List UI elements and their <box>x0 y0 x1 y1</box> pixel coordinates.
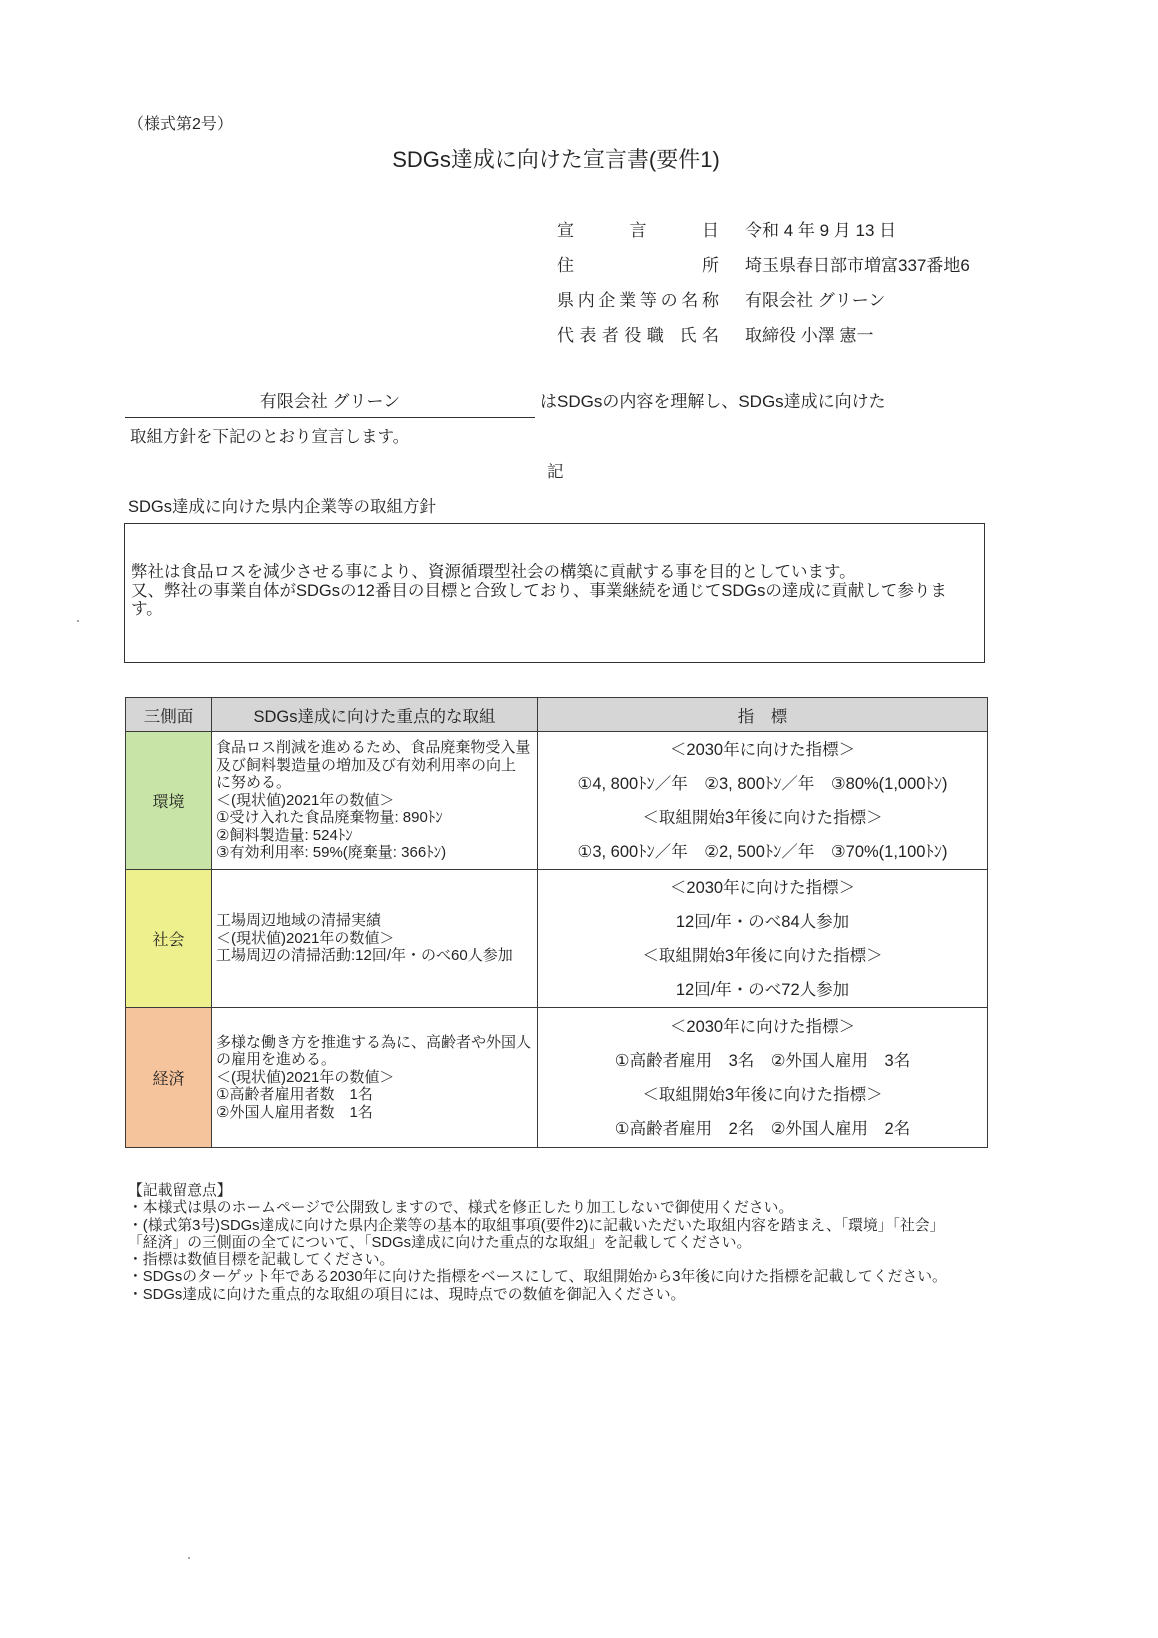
representative-label: 代表者役職 氏名 <box>557 326 719 345</box>
company-name-value: 有限会社 グリーン <box>745 291 886 310</box>
aspect-economy: 経済 <box>126 1008 212 1148</box>
address-label: 住 所 <box>557 256 719 275</box>
representative-row <box>557 316 970 351</box>
effort-line: に努める。 <box>216 774 292 792</box>
policy-heading: SDGs達成に向けた県内企業等の取組方針 <box>128 498 437 516</box>
indicator-value-3-years: ①高齢者雇用 2名 ②外国人雇用 2名 <box>614 1119 911 1138</box>
indicator-heading-3-years: ＜取組開始3年後に向けた指標＞ <box>642 808 883 827</box>
indicator-heading-2030: ＜2030年に向けた指標＞ <box>669 740 856 759</box>
aspect-environment: 環境 <box>126 732 212 870</box>
indicator-value-2030: 12回/年・のべ84人参加 <box>675 912 850 931</box>
declaration-statement <box>125 390 886 418</box>
table-header-row <box>126 698 988 732</box>
header-priority-efforts: SDGs達成に向けた重点的な取組 <box>212 698 538 732</box>
effort-line: ②飼料製造量: 524ﾄﾝ <box>216 826 353 844</box>
declarant-info <box>557 211 970 351</box>
efforts-society <box>212 870 538 1008</box>
note-line: ・(様式第3号)SDGs達成に向けた県内企業等の基本的取組事項(要件2)に記載いただいた取組内容を踏まえ、「環境」「社会」 <box>128 1217 945 1234</box>
effort-line: ＜(現状値)2021年の数値＞ <box>216 1068 395 1086</box>
form-number: （様式第2号） <box>128 116 233 133</box>
company-name-row <box>557 281 970 316</box>
policy-line: す。 <box>131 600 163 618</box>
efforts-economy <box>212 1008 538 1148</box>
indicators-environment <box>538 732 988 870</box>
notes-section <box>128 1183 947 1304</box>
address-row <box>557 246 970 281</box>
indicators-economy <box>538 1008 988 1148</box>
address-value: 埼玉県春日部市増富337番地6 <box>745 256 970 275</box>
effort-line: 工場周辺地域の清掃実績 <box>216 912 382 930</box>
effort-line: 食品ロス削減を進めるため、食品廃棄物受入量 <box>216 739 531 757</box>
note-line: 「経済」の三側面の全てについて、「SDGs達成に向けた重点的な取組」を記載してください。 <box>128 1234 752 1251</box>
representative-value: 取締役 小澤 憲一 <box>745 326 874 345</box>
indicator-value-2030: ①高齢者雇用 3名 ②外国人雇用 3名 <box>614 1051 911 1070</box>
company-name-label: 県内企業等の名称 <box>557 291 719 310</box>
table-row-society <box>126 870 988 1008</box>
declaration-date-value: 令和 4 年 9 月 13 日 <box>745 221 897 240</box>
indicator-heading-2030: ＜2030年に向けた指標＞ <box>669 878 856 897</box>
header-indicators: 指 標 <box>538 698 988 732</box>
indicator-value-2030: ①4, 800ﾄﾝ／年 ②3, 800ﾄﾝ／年 ③80%(1,000ﾄﾝ) <box>577 774 948 793</box>
efforts-environment <box>212 732 538 870</box>
statement-company-underlined: 有限会社 グリーン <box>125 390 535 418</box>
indicator-heading-2030: ＜2030年に向けた指標＞ <box>669 1017 856 1036</box>
statement-text-line1: はSDGsの内容を理解し、SDGs達成に向けた <box>540 392 886 411</box>
policy-line: 弊社は食品ロスを減少させる事により、資源循環型社会の構築に貢献する事を目的としています。 <box>131 563 856 581</box>
notes-heading: 【記載留意点】 <box>128 1183 232 1199</box>
effort-line: ②外国人雇用者数 1名 <box>216 1103 373 1121</box>
declaration-date-row <box>557 211 970 246</box>
declaration-date-label: 宣 言 日 <box>557 221 719 240</box>
scan-speck <box>77 620 79 622</box>
indicator-value-3-years: 12回/年・のべ72人参加 <box>675 980 850 999</box>
statement-text-line2: 取組方針を下記のとおり宣言します。 <box>130 428 410 446</box>
note-line: ・本様式は県のホームページで公開致しますので、様式を修正したり加工しないで御使用ください。 <box>128 1200 794 1217</box>
effort-line: ③有効利用率: 59%(廃棄量: 366ﾄﾝ) <box>216 844 447 862</box>
effort-line: ①高齢者雇用者数 1名 <box>216 1086 373 1104</box>
note-line: ・SDGs達成に向けた重点的な取組の項目には、現時点での数値を御記入ください。 <box>128 1286 686 1303</box>
indicator-value-3-years: ①3, 600ﾄﾝ／年 ②2, 500ﾄﾝ／年 ③70%(1,100ﾄﾝ) <box>577 842 948 861</box>
note-line: ・指標は数値目標を記載してください。 <box>128 1252 395 1269</box>
ki-mark: 記 <box>547 463 564 481</box>
effort-line: 及び飼料製造量の増加及び有効利用率の向上 <box>216 756 517 774</box>
effort-line: 多様な働き方を推進する為に、高齢者や外国人 <box>216 1033 532 1051</box>
indicators-society <box>538 870 988 1008</box>
note-line: ・SDGsのターゲット年である2030年に向けた指標をベースにして、取組開始から3年後に向けた指標を記載してください。 <box>128 1269 947 1286</box>
effort-line: の雇用を進める。 <box>216 1051 337 1069</box>
sdg-priority-table <box>125 697 988 1148</box>
document-title: SDGs達成に向けた宣言書(要件1) <box>392 147 720 172</box>
scan-speck <box>188 1557 190 1559</box>
effort-line: 工場周辺の清掃活動:12回/年・のべ60人参加 <box>216 947 513 965</box>
effort-line: ①受け入れた食品廃棄物量: 890ﾄﾝ <box>216 809 443 827</box>
table-row-economy <box>126 1008 988 1148</box>
table-row-environment <box>126 732 988 870</box>
policy-line: 又、弊社の事業自体がSDGsの12番目の目標と合致しており、事業継続を通じてSDGsの達成に貢献して参りま <box>131 581 947 600</box>
indicator-heading-3-years: ＜取組開始3年後に向けた指標＞ <box>642 946 883 965</box>
policy-box <box>124 523 985 663</box>
effort-line: ＜(現状値)2021年の数値＞ <box>216 929 395 947</box>
effort-line: ＜(現状値)2021年の数値＞ <box>216 791 395 809</box>
header-three-aspects: 三側面 <box>126 698 212 732</box>
aspect-society: 社会 <box>126 870 212 1008</box>
indicator-heading-3-years: ＜取組開始3年後に向けた指標＞ <box>642 1085 883 1104</box>
